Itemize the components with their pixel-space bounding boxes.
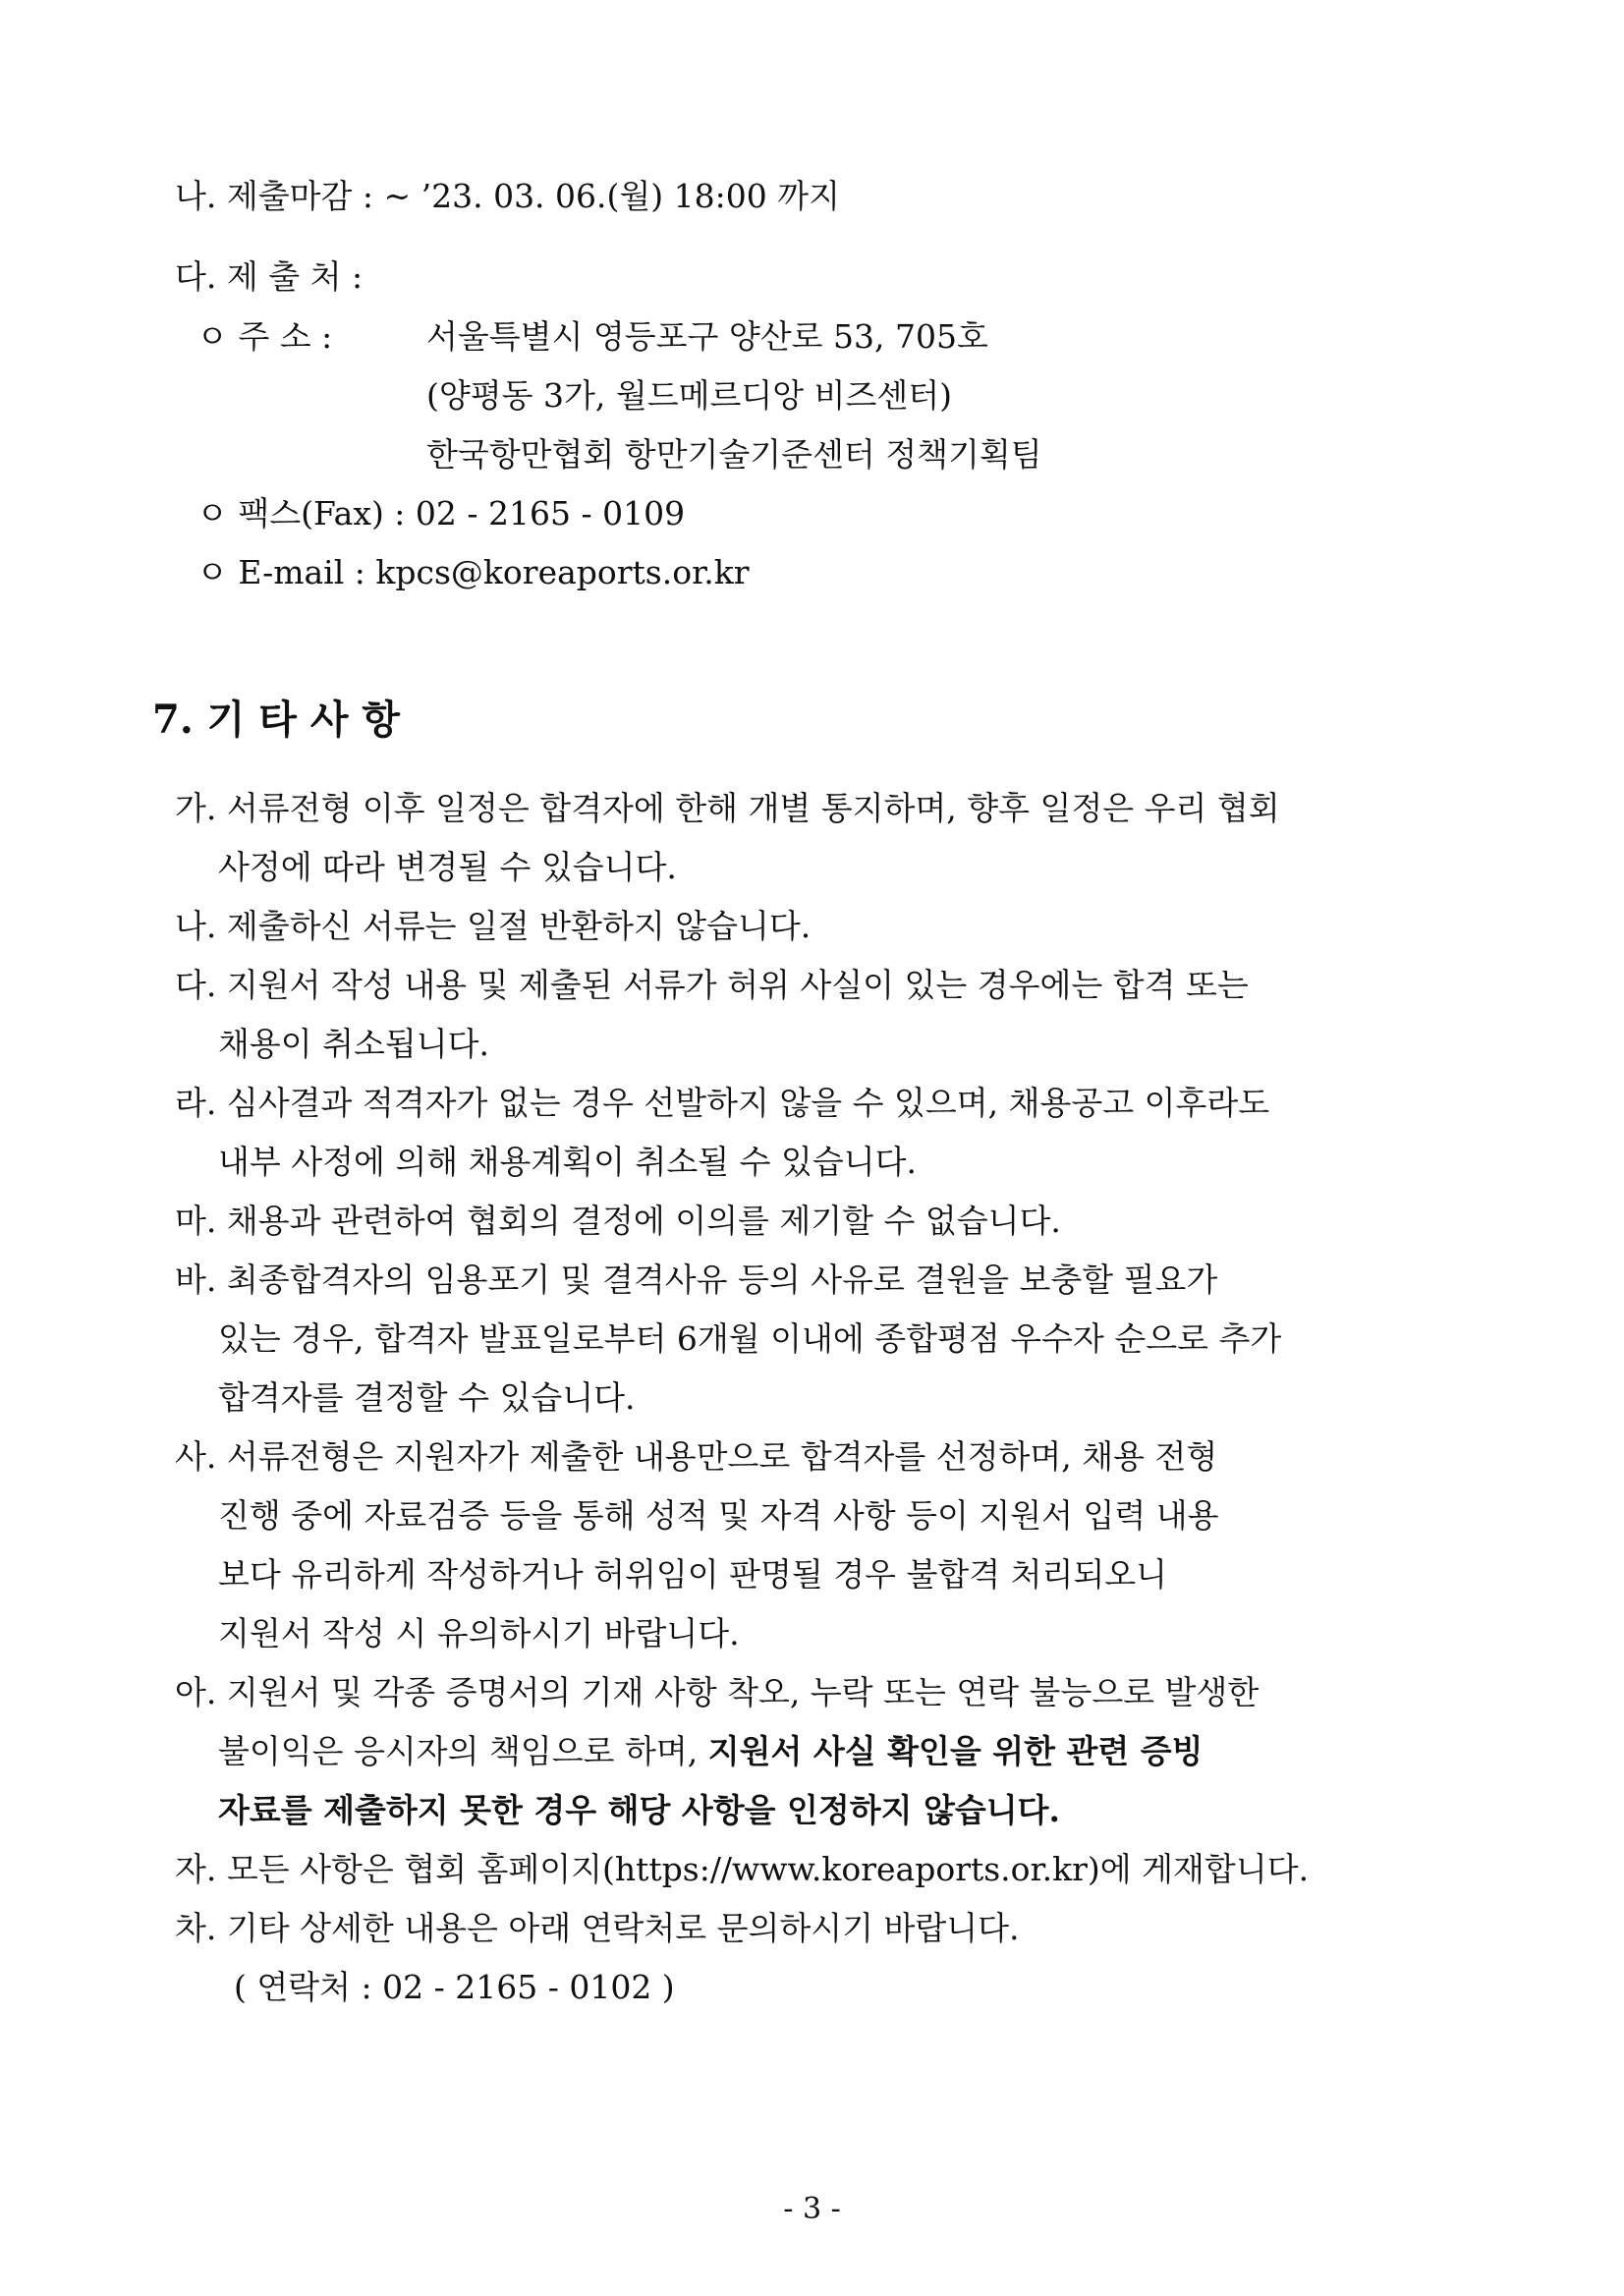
address-line-1: 서울특별시 영등포구 양산로 53, 705호	[426, 317, 988, 356]
item-sa-line-1: 사. 서류전형은 지원자가 제출한 내용만으로 합격자를 선정하며, 채용 전형	[175, 1437, 1218, 1476]
email-line: ㅇ E-mail : kpcs@koreaports.or.kr	[196, 553, 750, 591]
item-a-line-2-normal: 불이익은 응시자의 책임으로 하며,	[218, 1732, 699, 1770]
item-a-line-3-bold: 자료를 제출하지 못한 경우 해당 사항을 인정하지 않습니다.	[218, 1791, 1060, 1829]
item-sa-line-2: 진행 중에 자료검증 등을 통해 성적 및 자격 사항 등이 지원서 입력 내용	[218, 1496, 1219, 1535]
item-a-line-1: 아. 지원서 및 각종 증명서의 기재 사항 착오, 누락 또는 연락 불능으로 발생한	[175, 1673, 1260, 1711]
address-label: ㅇ 주 소 :	[196, 317, 333, 356]
item-ba-line-1: 바. 최종합격자의 임용포기 및 결격사유 등의 사유로 결원을 보충할 필요가	[175, 1260, 1218, 1299]
item-a-line-2	[218, 1732, 1204, 1771]
address-line-3: 한국항만협회 항만기술기준센터 정책기획팀	[426, 435, 1042, 474]
page-number: - 3 -	[783, 2192, 841, 2226]
section-heading: 7. 기 타 사 항	[152, 697, 401, 743]
submission-deadline: 나. 제출마감 : ~ ’23. 03. 06.(월) 18:00 까지	[175, 177, 840, 215]
item-a-line-2-bold: 지원서 사실 확인을 위한 관련 증빙	[707, 1732, 1204, 1770]
item-ba-line-3: 합격자를 결정할 수 있습니다.	[218, 1378, 636, 1417]
item-ma-line-1: 마. 채용과 관련하여 협회의 결정에 이의를 제기할 수 없습니다.	[175, 1202, 1061, 1240]
contact-line: ( 연락처 : 02 - 2165 - 0102 )	[234, 1968, 675, 2006]
item-ja-line-1: 자. 모든 사항은 협회 홈페이지(https://www.koreaports.or.kr)에 게재합니다.	[175, 1850, 1310, 1888]
item-ga-line-2: 사정에 따라 변경될 수 있습니다.	[218, 848, 677, 886]
item-sa-line-3: 보다 유리하게 작성하거나 허위임이 판명될 경우 불합격 처리되오니	[218, 1555, 1168, 1594]
fax-line: ㅇ 팩스(Fax) : 02 - 2165 - 0109	[196, 494, 686, 532]
item-ga-line-1: 가. 서류전형 이후 일정은 합격자에 한해 개별 통지하며, 향후 일정은 우리 협회	[175, 789, 1280, 827]
item-ra-line-1: 라. 심사결과 적격자가 없는 경우 선발하지 않을 수 있으며, 채용공고 이후라도	[175, 1084, 1270, 1122]
item-da-line-1: 다. 지원서 작성 내용 및 제출된 서류가 허위 사실이 있는 경우에는 합격 또는	[175, 966, 1249, 1004]
item-na-line-1: 나. 제출하신 서류는 일절 반환하지 않습니다.	[175, 907, 812, 945]
item-da-line-2: 채용이 취소됩니다.	[218, 1025, 490, 1063]
item-ra-line-2: 내부 사정에 의해 채용계획이 취소될 수 있습니다.	[218, 1143, 917, 1181]
item-ba-line-2: 있는 경우, 합격자 발표일로부터 6개월 이내에 종합평점 우수자 순으로 추가	[218, 1319, 1282, 1358]
address-line-2: (양평동 3가, 월드메르디앙 비즈센터)	[426, 376, 952, 415]
item-sa-line-4: 지원서 작성 시 유의하시기 바랍니다.	[218, 1614, 740, 1652]
submission-place-label: 다. 제 출 처 :	[175, 257, 364, 296]
item-cha-line-1: 차. 기타 상세한 내용은 아래 연락처로 문의하시기 바랍니다.	[175, 1909, 1020, 1947]
